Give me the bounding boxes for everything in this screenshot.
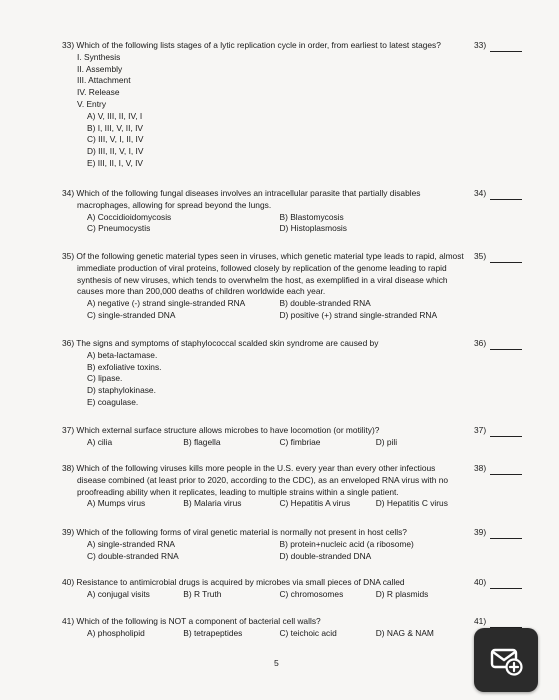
answer-row: [62, 212, 472, 224]
answer-option[interactable]: D) NAG & NAM: [375, 627, 434, 638]
answer-option[interactable]: C) fimbriae: [279, 436, 321, 447]
question-number: 40): [474, 577, 487, 587]
question-40: [62, 577, 472, 601]
question-number: 41): [474, 616, 487, 626]
answer-row: [62, 298, 472, 310]
answer-option[interactable]: D) Hepatitis C virus: [375, 498, 448, 509]
answer-option[interactable]: A) Coccidioidomycosis: [87, 211, 172, 222]
answer-option[interactable]: B) I, III, V, II, IV: [87, 122, 144, 133]
answer-option[interactable]: D) R plasmids: [375, 588, 429, 599]
question-34: [62, 188, 472, 235]
question-number: 33): [474, 40, 487, 50]
stage-list: [62, 52, 472, 111]
question-stem: 34) Which of the following fungal diseases involves an intracellular parasite that partially disables: [62, 188, 421, 198]
question-stem: 38) Which of the following viruses kills more people in the U.S. every year than every other infectious: [62, 463, 436, 473]
answer-option[interactable]: A) cilia: [87, 436, 113, 447]
answer-option[interactable]: C) chromosomes: [279, 588, 344, 599]
answer-row: [62, 437, 472, 449]
answer-option[interactable]: C) Hepatitis A virus: [279, 498, 351, 509]
answer-option[interactable]: B) Malaria virus: [183, 498, 242, 509]
question-number: 35): [474, 251, 487, 261]
answer-option[interactable]: D) III, II, V, I, IV: [87, 146, 144, 157]
answer-row: [62, 589, 472, 601]
question-stem-cont: immediate production of viral proteins, followed closely by replication of the genome leading to rapid: [77, 262, 447, 273]
answer-option[interactable]: C) lipase.: [87, 373, 123, 384]
compose-mail-button[interactable]: [474, 628, 538, 692]
answer-blank[interactable]: [490, 199, 522, 200]
answer-option[interactable]: A) phospholipid: [87, 627, 145, 638]
page-number: 5: [274, 658, 279, 668]
answer-option[interactable]: A) conjugal visits: [87, 588, 150, 599]
answer-option[interactable]: D) staphylokinase.: [87, 385, 156, 396]
stage-item: II. Assembly: [77, 63, 123, 74]
question-number: 38): [474, 463, 487, 473]
answer-blank[interactable]: [490, 51, 522, 52]
answer-option[interactable]: D) positive (+) strand single-stranded RNA: [279, 309, 438, 320]
answer-option[interactable]: C) teichoic acid: [279, 627, 337, 638]
question-stem: 33) Which of the following lists stages of a lytic replication cycle in order, from earliest to latest stages?: [62, 40, 441, 50]
question-stem-cont: disease combined (at least prior to 2020, according to the CDC), as an enveloped RNA virus with no: [77, 474, 449, 485]
answer-row: [62, 310, 472, 322]
answer-option[interactable]: C) double-stranded RNA: [87, 550, 179, 561]
question-37: [62, 425, 472, 449]
question-stem: 39) Which of the following forms of viral genetic material is normally not present in host cells?: [62, 527, 407, 537]
question-number: 37): [474, 425, 487, 435]
question-stem-cont: proofreading ability when it replicates, leading to multiple strains within a single patient.: [77, 486, 399, 497]
answer-option[interactable]: D) Histoplasmosis: [279, 223, 347, 234]
question-number: 39): [474, 527, 487, 537]
answer-option[interactable]: B) protein+nucleic acid (a ribosome): [279, 538, 414, 549]
stage-item: III. Attachment: [77, 75, 131, 86]
question-number: 34): [474, 188, 487, 198]
answer-option[interactable]: A) single-stranded RNA: [87, 538, 175, 549]
answer-option[interactable]: E) coagulase.: [87, 396, 139, 407]
answer-option[interactable]: C) single-stranded DNA: [87, 309, 176, 320]
question-38: [62, 463, 472, 510]
answer-option[interactable]: B) exfoliative toxins.: [87, 361, 162, 372]
answer-option[interactable]: E) III, II, I, V, IV: [87, 157, 144, 168]
question-stem: 37) Which external surface structure allows microbes to have locomotion (or motility)?: [62, 425, 380, 435]
stage-item: V. Entry: [77, 98, 107, 109]
answer-blank[interactable]: [490, 262, 522, 263]
answer-option[interactable]: D) double-stranded DNA: [279, 550, 372, 561]
answer-row: [62, 551, 472, 563]
answer-row: [62, 628, 472, 640]
answer-option[interactable]: C) III, V, I, II, IV: [87, 134, 144, 145]
answer-blank[interactable]: [490, 588, 522, 589]
answer-option[interactable]: B) R Truth: [183, 588, 222, 599]
answer-blank[interactable]: [490, 474, 522, 475]
question-stem: 36) The signs and symptoms of staphylococcal scalded skin syndrome are caused by: [62, 338, 379, 348]
answer-option[interactable]: A) V, III, II, IV, I: [87, 110, 143, 121]
question-35: [62, 251, 472, 322]
answer-option[interactable]: B) flagella: [183, 436, 221, 447]
answer-blank[interactable]: [490, 538, 522, 539]
answer-option[interactable]: B) Blastomycosis: [279, 211, 344, 222]
question-33: [62, 40, 472, 170]
answer-option[interactable]: D) pili: [375, 436, 398, 447]
answer-option[interactable]: B) tetrapeptides: [183, 627, 243, 638]
question-41: [62, 616, 472, 640]
question-stem-cont: synthesis of new viruses, which tends to overwhelm the host, as exemplified in a viral disease which: [77, 274, 448, 285]
answer-blank[interactable]: [490, 349, 522, 350]
answer-options: [62, 350, 472, 409]
question-36: [62, 338, 472, 409]
question-stem-cont: macrophages, allowing for spread beyond the lungs.: [77, 199, 272, 210]
answer-options: [62, 111, 472, 170]
answer-option[interactable]: A) negative (-) strand single-stranded RNA: [87, 298, 246, 309]
answer-option[interactable]: A) Mumps virus: [87, 498, 146, 509]
answer-row: [62, 539, 472, 551]
answer-option[interactable]: B) double-stranded RNA: [279, 298, 371, 309]
question-stem: 35) Of the following genetic material types seen in viruses, which genetic material type leads to rapid, almost: [62, 251, 464, 261]
question-stem-cont: causes more than 200,000 deaths of children worldwide each year.: [77, 286, 326, 297]
question-stem: 41) Which of the following is NOT a component of bacterial cell walls?: [62, 616, 321, 626]
stage-item: IV. Release: [77, 87, 120, 98]
stage-item: I. Synthesis: [77, 51, 121, 62]
answer-option[interactable]: C) Pneumocystis: [87, 223, 151, 234]
answer-row: [62, 498, 472, 510]
answer-row: [62, 223, 472, 235]
question-39: [62, 527, 472, 562]
answer-option[interactable]: A) beta-lactamase.: [87, 349, 158, 360]
mail-add-icon: [488, 642, 524, 678]
answer-blank[interactable]: [490, 436, 522, 437]
question-stem: 40) Resistance to antimicrobial drugs is acquired by microbes via small pieces of DNA called: [62, 577, 405, 587]
question-number: 36): [474, 338, 487, 348]
